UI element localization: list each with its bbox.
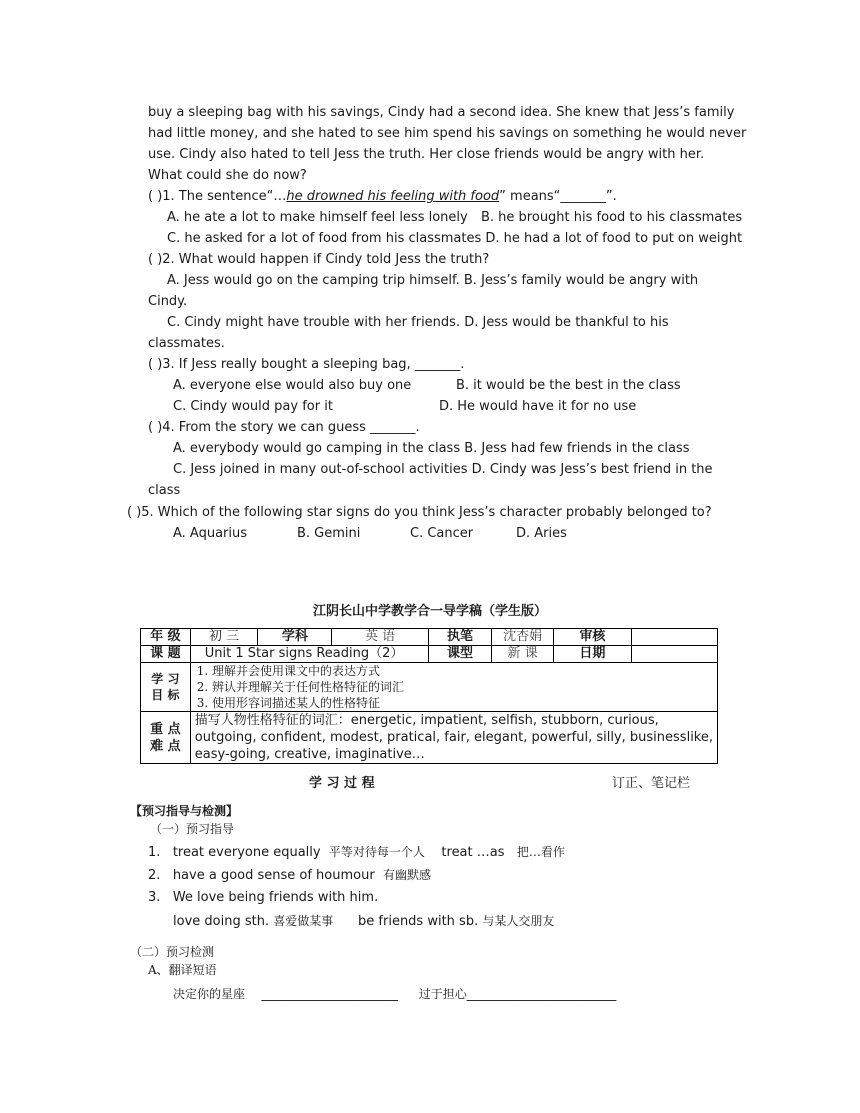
- question-1-stem: [148, 188, 617, 206]
- question-3-option-a: A. everyone else would also buy one: [173, 378, 412, 393]
- question-4-options-line: C. Jess joined in many out-of-school activities D. Cindy was Jess’s best friend in the: [173, 462, 713, 477]
- question-1-suffix: ” means“_______”.: [499, 189, 617, 204]
- question-5-stem: ( )5. Which of the following star signs do you think Jess’s character probably belonged to?: [127, 505, 712, 520]
- passage-line: buy a sleeping bag with his savings, Cindy had a second idea. She knew that Jess’s family: [148, 105, 735, 120]
- goals-cell: [190, 663, 717, 712]
- question-2-options-line: A. Jess would go on the camping trip himself. B. Jess’s family would be angry with: [167, 273, 699, 288]
- keypoints-label-line: 重 点: [150, 721, 181, 737]
- section-1-subtitle: （一）预习指导: [150, 822, 235, 836]
- goals-label-line: 学 习: [151, 672, 180, 686]
- table-row: [141, 646, 718, 663]
- question-2-options-line: C. Cindy might have trouble with her friends. D. Jess would be thankful to his: [167, 315, 669, 330]
- author-value: 沈杏娟: [492, 629, 554, 646]
- type-value: 新 课: [492, 646, 554, 663]
- list-item-sub: [173, 912, 554, 931]
- author-label: 执笔: [428, 629, 492, 646]
- item-number: 2.: [148, 868, 161, 883]
- item-number: 3.: [148, 890, 161, 905]
- question-1-quote: he drowned his feeling with food: [286, 189, 500, 204]
- item-number: 1.: [148, 845, 161, 860]
- question-4-options-line: A. everybody would go camping in the class B. Jess had few friends in the class: [173, 441, 690, 456]
- item-english: treat everyone equally: [172, 845, 321, 860]
- grade-label: 年 级: [141, 629, 191, 646]
- review-label: 审核: [553, 629, 631, 646]
- question-1-options-cd: C. he asked for a lot of food from his classmates D. he had a lot of food to put on weight: [167, 231, 743, 246]
- translate-prompt-2: 过于担心: [418, 987, 467, 1001]
- item-english: We love being friends with him.: [172, 890, 379, 905]
- question-4-options-line: class: [148, 483, 181, 498]
- passage-line: What could she do now?: [148, 168, 307, 183]
- section-2-part-a: A、翻译短语: [148, 963, 217, 977]
- section-2-subtitle: （二）预习检测: [130, 945, 215, 959]
- keypoints-line: easy-going, creative, imaginative…: [194, 747, 425, 762]
- question-5-option-c: C. Cancer: [410, 526, 474, 541]
- item-english: have a good sense of houmour: [172, 868, 375, 883]
- passage-line: had little money, and she hated to see him spend his savings on something he would never: [148, 126, 747, 141]
- subject-value: 英 语: [332, 629, 428, 646]
- translate-blank-1[interactable]: _____________________: [261, 987, 399, 1002]
- list-item: [148, 889, 378, 907]
- document-title: 江阴长山中学教学合一导学稿（学生版）: [312, 604, 547, 619]
- table-row: [141, 712, 718, 764]
- question-3-option-c: C. Cindy would pay for it: [173, 399, 333, 414]
- question-2-options-line: classmates.: [148, 336, 225, 351]
- goal-item: 1. 理解并会使用课文中的表达方式: [196, 664, 381, 678]
- item-chinese: 平等对待每一个人: [328, 845, 425, 859]
- topic-label: 课 题: [141, 646, 191, 663]
- item-chinese-2: 与某人交朋友: [482, 914, 555, 928]
- subject-label: 学科: [258, 629, 332, 646]
- translate-row: [173, 985, 616, 1004]
- goals-label: [141, 663, 191, 712]
- item-chinese-2: 把…看作: [516, 845, 565, 859]
- translate-prompt-1: 决定你的星座: [173, 987, 246, 1001]
- keypoints-cell: [190, 712, 717, 764]
- item-english-2: be friends with sb.: [358, 914, 479, 929]
- question-3-stem: ( )3. If Jess really bought a sleeping bag, _______.: [148, 357, 465, 372]
- item-chinese: 有幽默感: [382, 868, 431, 882]
- topic-value: Unit 1 Star signs Reading（2）: [190, 646, 428, 663]
- goal-item: 3. 使用形容词描述某人的性格特征: [196, 696, 381, 710]
- keypoints-line: 描写人物性格特征的词汇：energetic, impatient, selfish, stubborn, curious,: [194, 713, 659, 728]
- notes-label: 订正、笔记栏: [612, 776, 691, 791]
- translate-blank-2[interactable]: _______________________: [466, 987, 617, 1002]
- grade-value: 初 三: [190, 629, 258, 646]
- keypoints-label: [141, 712, 191, 764]
- question-5-option-a: A. Aquarius: [173, 526, 248, 541]
- type-label: 课型: [428, 646, 492, 663]
- question-3-option-d: D. He would have it for no use: [439, 399, 637, 414]
- list-item: [148, 843, 565, 862]
- table-row: [141, 629, 718, 646]
- question-1-prefix: ( )1. The sentence“…: [148, 189, 287, 204]
- review-value: [631, 629, 717, 646]
- question-2-options-line: Cindy.: [148, 294, 188, 309]
- question-3-option-b: B. it would be the best in the class: [456, 378, 681, 393]
- question-5-option-b: B. Gemini: [297, 526, 361, 541]
- question-1-option-b: B. he brought his food to his classmates: [481, 210, 743, 225]
- item-english: love doing sth.: [173, 914, 270, 929]
- keypoints-line: outgoing, confident, modest, pratical, fair, elegant, powerful, silly, businesslike,: [194, 730, 713, 745]
- passage-line: use. Cindy also hated to tell Jess the truth. Her close friends would be angry with her.: [148, 147, 705, 162]
- list-item: [148, 866, 431, 885]
- date-value: [631, 646, 717, 663]
- keypoints-label-line: 难 点: [150, 738, 181, 754]
- section-1-title: 【预习指导与检测】: [130, 804, 239, 818]
- question-2-stem: ( )2. What would happen if Cindy told Jess the truth?: [148, 252, 490, 267]
- goal-item: 2. 辨认并理解关于任何性格特征的词汇: [196, 680, 405, 694]
- question-4-stem: ( )4. From the story we can guess _______.: [148, 420, 420, 435]
- item-english-2: treat …as: [441, 845, 505, 860]
- item-chinese: 喜爱做某事: [273, 914, 334, 928]
- table-row: [141, 663, 718, 712]
- process-label: 学 习 过 程: [309, 776, 375, 791]
- date-label: 日期: [553, 646, 631, 663]
- question-5-option-d: D. Aries: [516, 526, 567, 541]
- lesson-info-table: [140, 628, 718, 764]
- goals-label-line: 目 标: [151, 688, 180, 702]
- question-1-option-a: A. he ate a lot to make himself feel less lonely: [167, 210, 468, 225]
